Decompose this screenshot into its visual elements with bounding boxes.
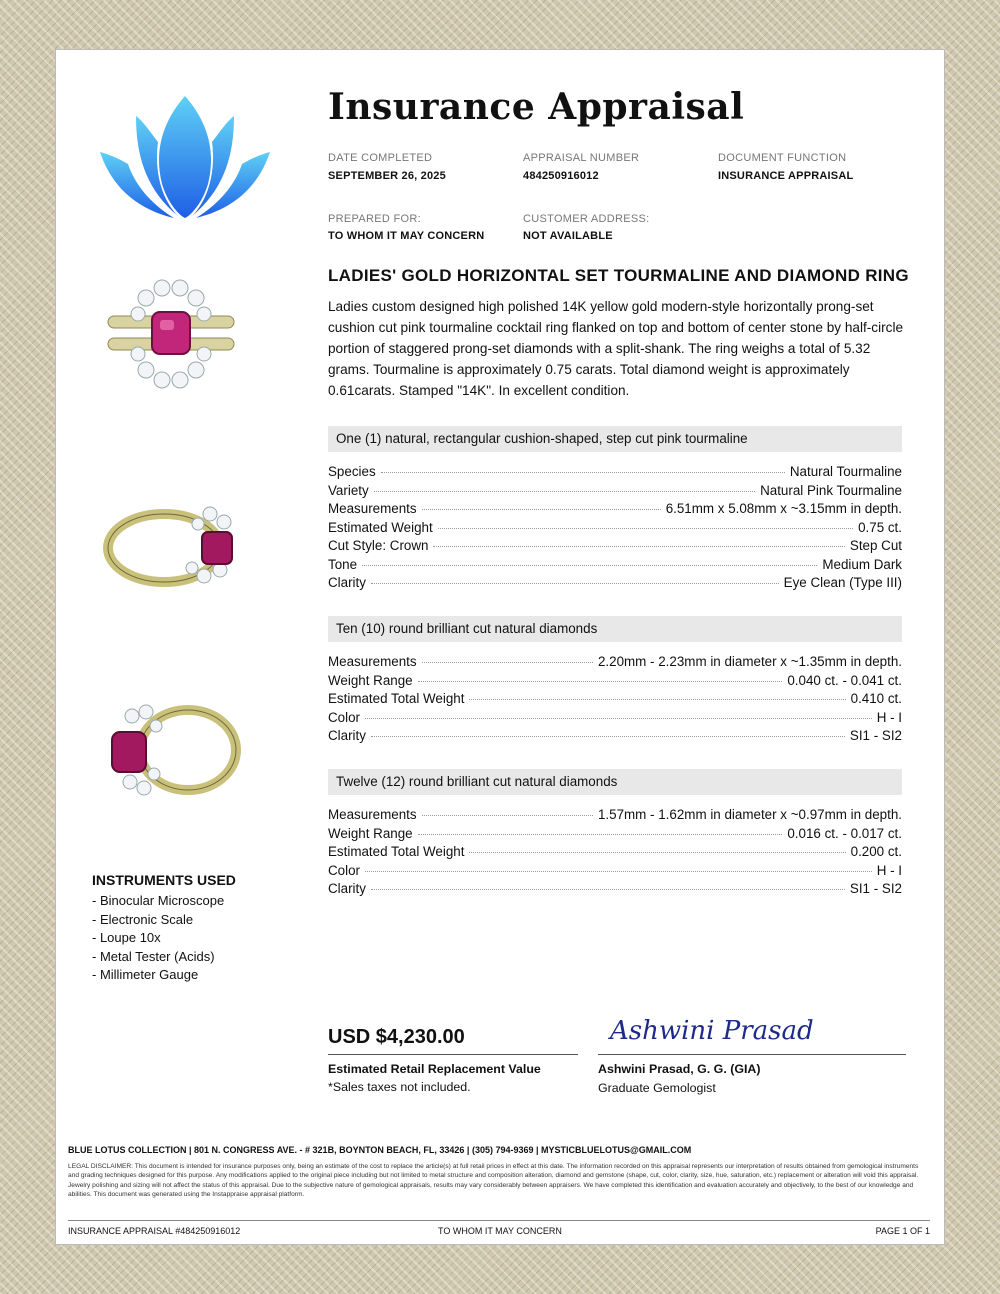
- company-address: BLUE LOTUS COLLECTION | 801 N. CONGRESS AVE. - # 321B, BOYNTON BEACH, FL, 33426 | (305) 794-9369 | MYSTICBLUELOTUS@GMAIL.COM: [68, 1145, 692, 1155]
- signature: Ashwini Prasad: [610, 1016, 814, 1046]
- footer-rule: [68, 1220, 930, 1221]
- item-title: LADIES' GOLD HORIZONTAL SET TOURMALINE AND DIAMOND RING: [328, 266, 909, 285]
- spec-row: Species Natural Tourmaline: [328, 464, 902, 479]
- spec-row: Weight Range 0.016 ct. - 0.017 ct.: [328, 825, 902, 841]
- appraisal-number-label: APPRAISAL NUMBER: [523, 152, 640, 164]
- tax-note: *Sales taxes not included.: [328, 1080, 471, 1094]
- legal-disclaimer: LEGAL DISCLAIMER: This document is intended for insurance purposes only, being an estimate of the cost to replace the article(s) at full retail prices in effect at this date. The information recorded on this appraisal represents our interpretation of results obtained from gemological instruments and grading techniques designed for this purpose. Any modifications applied to the original piece including but not limited to metal structure and composition alteration, diamond and gemstone (shape, cut, color, clarity, size, hue, saturation, etc.) replacement or alteration will void this appraisal. Jewelry polishing and sizing will not affect the status of this appraisal. Due to the subjective nature of gemological appraisals, results may vary considerably between appraisers. We have completed this identification and evaluation accurately and objectively, to the best of our knowledge and abilities. This document was generated using the Instappraise appraisal platform.: [68, 1163, 919, 1199]
- instrument-item: - Binocular Microscope: [92, 893, 225, 908]
- instrument-item: - Metal Tester (Acids): [92, 948, 215, 964]
- price-value: USD $4,230.00: [328, 1026, 465, 1048]
- spec-row: Estimated Total Weight 0.410 ct.: [328, 691, 902, 706]
- spec-row: Estimated Weight 0.75 ct.: [328, 519, 902, 535]
- spec-row: Cut Style: Crown Step Cut: [328, 538, 902, 553]
- spec-row: Measurements 2.20mm - 2.23mm in diameter x ~1.35mm in depth.: [328, 654, 902, 669]
- instrument-item: - Electronic Scale: [92, 911, 194, 927]
- spec-row: Tone Medium Dark: [328, 556, 902, 572]
- appraisal-sheet: [56, 50, 944, 1244]
- prepared-for-value: TO WHOM IT MAY CONCERN: [328, 230, 485, 242]
- appraisal-number-value: 484250916012: [523, 170, 599, 182]
- spec-row: Measurements 6.51mm x 5.08mm x ~3.15mm in depth.: [328, 501, 902, 516]
- price-label: Estimated Retail Replacement Value: [328, 1062, 541, 1076]
- document-function-label: DOCUMENT FUNCTION: [718, 152, 847, 164]
- date-completed-value: SEPTEMBER 26, 2025: [328, 170, 446, 182]
- spec-row: Clarity SI1 - SI2: [328, 728, 902, 743]
- customer-address-value: NOT AVAILABLE: [523, 230, 613, 242]
- footer-left: INSURANCE APPRAISAL #484250916012: [68, 1226, 241, 1236]
- price-rule: [328, 1054, 578, 1055]
- section-heading-diamonds-ten: Ten (10) round brilliant cut natural diamonds: [328, 616, 902, 642]
- spec-row: Clarity Eye Clean (Type III): [328, 575, 902, 590]
- section-heading-tourmaline: One (1) natural, rectangular cushion-shaped, step cut pink tourmaline: [328, 426, 902, 452]
- date-completed-label: DATE COMPLETED: [328, 152, 433, 164]
- footer-center: TO WHOM IT MAY CONCERN: [438, 1226, 562, 1236]
- instruments-heading: INSTRUMENTS USED: [92, 872, 236, 888]
- spec-row: Color H - I: [328, 709, 902, 725]
- instrument-item: - Millimeter Gauge: [92, 967, 199, 982]
- instrument-item: - Loupe 10x: [92, 930, 161, 945]
- section-heading-diamonds-twelve: Twelve (12) round brilliant cut natural diamonds: [328, 769, 902, 795]
- spec-row: Weight Range 0.040 ct. - 0.041 ct.: [328, 672, 902, 688]
- customer-address-label: CUSTOMER ADDRESS:: [523, 213, 650, 225]
- appraiser-name: Ashwini Prasad, G. G. (GIA): [598, 1062, 761, 1076]
- spec-row: Color H - I: [328, 862, 902, 878]
- appraiser-title: Graduate Gemologist: [598, 1081, 716, 1095]
- prepared-for-label: PREPARED FOR:: [328, 213, 421, 225]
- document-function-value: INSURANCE APPRAISAL: [718, 170, 854, 182]
- page-title: Insurance Appraisal: [328, 86, 745, 128]
- ring-photo-top-icon: [106, 276, 236, 392]
- lotus-logo-icon: [92, 92, 278, 220]
- spec-row: Measurements 1.57mm - 1.62mm in diameter x ~0.97mm in depth.: [328, 807, 902, 822]
- footer-page: PAGE 1 OF 1: [875, 1226, 930, 1236]
- item-description: Ladies custom designed high polished 14K yellow gold modern-style horizontally prong-set cushion cut pink tourmaline cocktail ring flanked on top and bottom of center stone by half-circle portion of staggered prong-set diamonds with a split-shank. The ring weighs a total of 5.32 grams. Tourmaline is approximately 0.75 carats. Total diamond weight is approximately 0.61carats. Stamped "14K". In excellent condition.: [328, 299, 904, 398]
- spec-row: Estimated Total Weight 0.200 ct.: [328, 844, 902, 859]
- spec-row: Clarity SI1 - SI2: [328, 881, 902, 896]
- signature-rule: [598, 1054, 906, 1055]
- spec-row: Variety Natural Pink Tourmaline: [328, 482, 902, 498]
- ring-photo-angle-icon: [102, 696, 242, 808]
- ring-photo-side-icon: [102, 488, 242, 600]
